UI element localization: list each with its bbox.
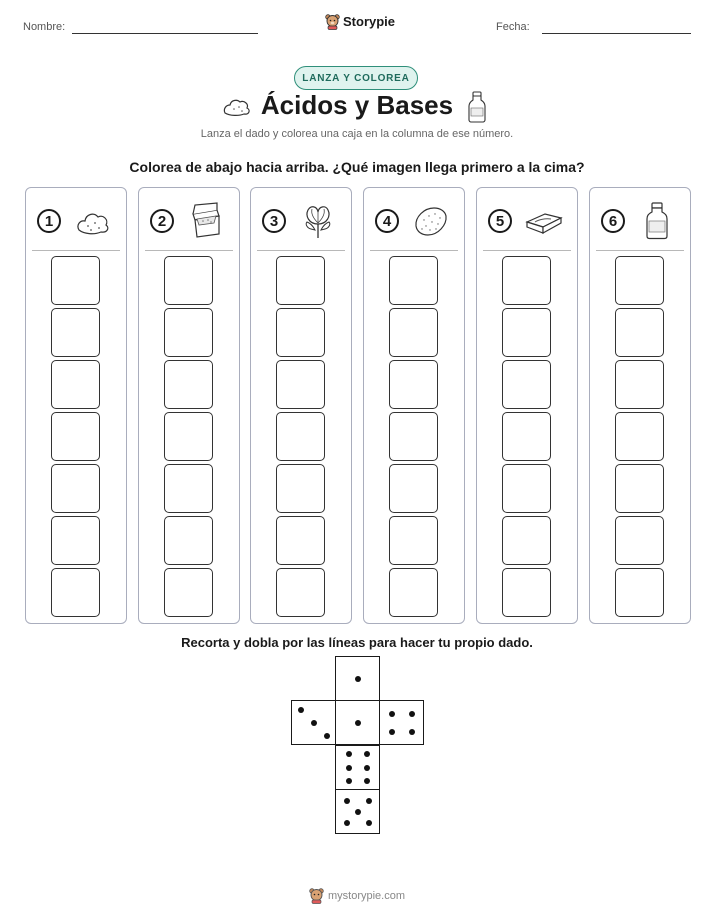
- color-box[interactable]: [164, 256, 213, 305]
- column-divider: [483, 250, 571, 251]
- color-box[interactable]: [276, 464, 325, 513]
- lemon-icon: [412, 202, 450, 240]
- column-number: 2: [150, 209, 174, 233]
- color-box[interactable]: [51, 464, 100, 513]
- column-divider: [32, 250, 120, 251]
- spinach-icon: [299, 202, 337, 240]
- color-box[interactable]: [502, 308, 551, 357]
- bear-mascot-icon: [325, 13, 340, 30]
- column-number: 3: [262, 209, 286, 233]
- dice-pip: [344, 798, 350, 804]
- color-box[interactable]: [164, 464, 213, 513]
- footer-url: mystorypie.com: [327, 889, 406, 902]
- brand-name: Storypie: [343, 14, 396, 29]
- milk-bottle-icon: [638, 202, 676, 240]
- dice-pip: [364, 751, 370, 757]
- column-2: [138, 187, 240, 624]
- column-header: [139, 202, 239, 238]
- dice-pip: [366, 820, 372, 826]
- color-box[interactable]: [51, 412, 100, 461]
- dice-pip: [366, 798, 372, 804]
- column-header: [26, 202, 126, 238]
- color-box[interactable]: [164, 568, 213, 617]
- column-number: 4: [375, 209, 399, 233]
- color-box[interactable]: [615, 360, 664, 409]
- date-line[interactable]: [542, 33, 691, 34]
- dice-pip: [409, 729, 415, 735]
- color-box[interactable]: [276, 412, 325, 461]
- dice-pip: [364, 765, 370, 771]
- footer: [0, 887, 714, 904]
- color-box[interactable]: [389, 308, 438, 357]
- dice-pip: [346, 778, 352, 784]
- column-divider: [257, 250, 345, 251]
- color-box[interactable]: [51, 256, 100, 305]
- color-box[interactable]: [51, 360, 100, 409]
- color-box[interactable]: [164, 360, 213, 409]
- color-box[interactable]: [51, 568, 100, 617]
- dice-pip: [364, 778, 370, 784]
- subtitle: Lanza el dado y colorea una caja en la columna de ese número.: [200, 128, 514, 140]
- dice-pip: [324, 733, 330, 739]
- column-header: [251, 202, 351, 238]
- color-box[interactable]: [276, 308, 325, 357]
- dice-pip: [355, 720, 361, 726]
- color-box[interactable]: [615, 412, 664, 461]
- dice-pip: [389, 711, 395, 717]
- column-header: [364, 202, 464, 238]
- column-number: 1: [37, 209, 61, 233]
- color-box[interactable]: [389, 568, 438, 617]
- color-box[interactable]: [615, 256, 664, 305]
- cut-instruction: Recorta y dobla por las líneas para hacer tu propio dado.: [181, 635, 533, 650]
- color-box[interactable]: [615, 308, 664, 357]
- color-box[interactable]: [389, 464, 438, 513]
- dice-pip: [344, 820, 350, 826]
- dice-face-1: [335, 700, 380, 745]
- color-box[interactable]: [164, 308, 213, 357]
- dice-pip: [389, 729, 395, 735]
- color-box[interactable]: [502, 256, 551, 305]
- color-box[interactable]: [615, 464, 664, 513]
- color-box[interactable]: [276, 568, 325, 617]
- column-header: [590, 202, 690, 238]
- column-divider: [145, 250, 233, 251]
- dice-face-3: [291, 700, 336, 745]
- color-box[interactable]: [276, 256, 325, 305]
- column-number: 6: [601, 209, 625, 233]
- color-box[interactable]: [502, 568, 551, 617]
- color-box[interactable]: [51, 516, 100, 565]
- activity-badge: LANZA Y COLOREA: [294, 66, 418, 90]
- instruction-text: Colorea de abajo hacia arriba. ¿Qué imagen llega primero a la cima?: [129, 159, 585, 175]
- dice-pip: [298, 707, 304, 713]
- footer-bear-icon: [309, 887, 324, 904]
- color-box[interactable]: [502, 516, 551, 565]
- baking-soda-icon: [74, 202, 112, 240]
- name-label: Nombre:: [23, 21, 66, 33]
- dice-pip: [355, 676, 361, 682]
- column-4: [363, 187, 465, 624]
- dice-face-1: [335, 656, 380, 701]
- column-1: [25, 187, 127, 624]
- column-divider: [596, 250, 684, 251]
- milk-bottle-title-icon: [467, 91, 487, 123]
- color-box[interactable]: [502, 360, 551, 409]
- color-box[interactable]: [51, 308, 100, 357]
- column-header: [477, 202, 577, 238]
- color-box[interactable]: [389, 360, 438, 409]
- column-number: 5: [488, 209, 512, 233]
- color-box[interactable]: [389, 256, 438, 305]
- dice-face-5: [335, 789, 380, 834]
- dice-face-4: [379, 700, 424, 745]
- column-divider: [370, 250, 458, 251]
- color-box[interactable]: [502, 412, 551, 461]
- color-box[interactable]: [276, 360, 325, 409]
- column-6: [589, 187, 691, 624]
- color-box[interactable]: [276, 516, 325, 565]
- color-box[interactable]: [615, 516, 664, 565]
- color-box[interactable]: [164, 516, 213, 565]
- page-title: Ácidos y Bases: [260, 90, 454, 120]
- color-box[interactable]: [164, 412, 213, 461]
- color-box[interactable]: [389, 412, 438, 461]
- name-line[interactable]: [72, 33, 258, 34]
- dice-pip: [346, 751, 352, 757]
- column-3: [250, 187, 352, 624]
- date-label: Fecha:: [496, 21, 530, 33]
- dice-face-6: [335, 745, 380, 790]
- brand-logo: [325, 13, 395, 30]
- color-box[interactable]: [502, 464, 551, 513]
- column-5: [476, 187, 578, 624]
- dice-pip: [355, 809, 361, 815]
- dice-pip: [346, 765, 352, 771]
- color-box[interactable]: [389, 516, 438, 565]
- color-box[interactable]: [615, 568, 664, 617]
- soap-bar-icon: [525, 202, 563, 240]
- dice-pip: [409, 711, 415, 717]
- salt-container-icon: [187, 202, 225, 240]
- dice-pip: [311, 720, 317, 726]
